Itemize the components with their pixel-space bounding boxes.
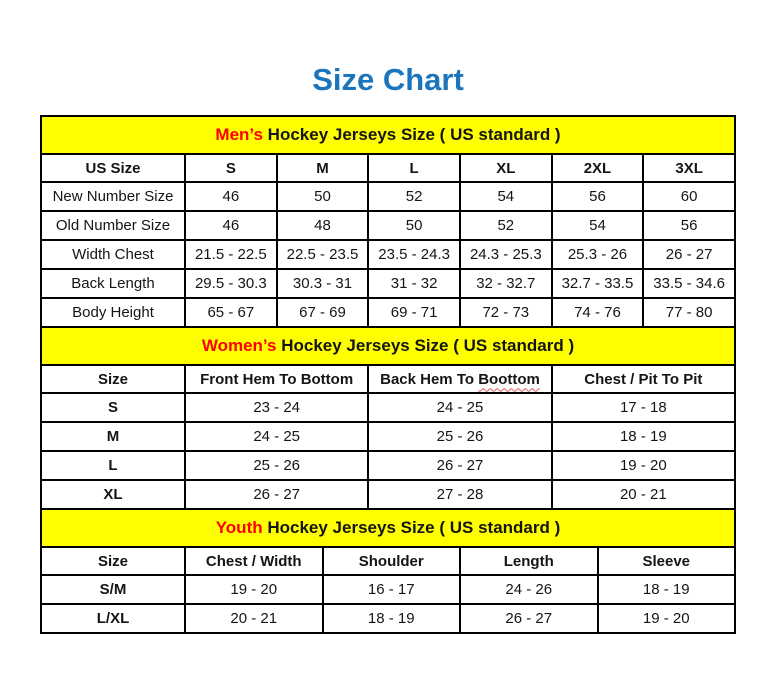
mens-row-label: Back Length xyxy=(41,269,185,298)
mens-size-value: 54 xyxy=(460,182,552,211)
mens-row-label: Width Chest xyxy=(41,240,185,269)
mens-table-row xyxy=(41,211,735,240)
youth-band-row xyxy=(41,509,735,547)
womens-col-header: Size xyxy=(41,365,185,393)
mens-size-value: 56 xyxy=(643,211,735,240)
youth-size-value: 18 - 19 xyxy=(598,575,736,604)
womens-section-band xyxy=(41,327,735,365)
mens-row-label: Old Number Size xyxy=(41,211,185,240)
mens-size-value: 21.5 - 22.5 xyxy=(185,240,277,269)
womens-col-header: Chest / Pit To Pit xyxy=(552,365,735,393)
womens-size-value: 26 - 27 xyxy=(368,451,551,480)
mens-size-value: 46 xyxy=(185,211,277,240)
size-chart-tables xyxy=(40,115,736,634)
mens-size-value: 23.5 - 24.3 xyxy=(368,240,460,269)
mens-table-row xyxy=(41,298,735,327)
womens-size-value: 24 - 25 xyxy=(185,422,368,451)
mens-band-highlight: Men’s xyxy=(215,125,263,144)
mens-col-header: 2XL xyxy=(552,154,644,182)
womens-size-value: 26 - 27 xyxy=(185,480,368,509)
mens-size-value: 31 - 32 xyxy=(368,269,460,298)
mens-row-label: New Number Size xyxy=(41,182,185,211)
youth-band-highlight: Youth xyxy=(215,518,263,537)
mens-col-header: XL xyxy=(460,154,552,182)
mens-col-header: M xyxy=(277,154,369,182)
youth-size-value: 26 - 27 xyxy=(460,604,598,633)
womens-row-label: XL xyxy=(41,480,185,509)
womens-table-row xyxy=(41,480,735,509)
youth-header-row xyxy=(41,547,735,575)
mens-col-header: 3XL xyxy=(643,154,735,182)
mens-size-value: 77 - 80 xyxy=(643,298,735,327)
mens-table-row xyxy=(41,269,735,298)
youth-size-value: 24 - 26 xyxy=(460,575,598,604)
mens-size-value: 54 xyxy=(552,211,644,240)
youth-size-value: 19 - 20 xyxy=(185,575,323,604)
mens-size-value: 29.5 - 30.3 xyxy=(185,269,277,298)
womens-table-row xyxy=(41,422,735,451)
mens-size-value: 56 xyxy=(552,182,644,211)
womens-band-row xyxy=(41,327,735,365)
youth-table-row xyxy=(41,604,735,633)
youth-size-value: 18 - 19 xyxy=(323,604,461,633)
mens-size-value: 72 - 73 xyxy=(460,298,552,327)
misspelled-word: Boottom xyxy=(478,370,540,388)
womens-row-label: M xyxy=(41,422,185,451)
mens-section-band xyxy=(41,116,735,154)
mens-size-value: 74 - 76 xyxy=(552,298,644,327)
mens-header-row xyxy=(41,154,735,182)
womens-header-row xyxy=(41,365,735,393)
youth-band-text: Hockey Jerseys Size ( US standard ) xyxy=(262,518,561,537)
mens-size-value: 30.3 - 31 xyxy=(277,269,369,298)
womens-col-header: Front Hem To Bottom xyxy=(185,365,368,393)
mens-row-label: Body Height xyxy=(41,298,185,327)
mens-size-value: 32.7 - 33.5 xyxy=(552,269,644,298)
womens-size-value: 25 - 26 xyxy=(368,422,551,451)
youth-size-value: 20 - 21 xyxy=(185,604,323,633)
youth-row-label: L/XL xyxy=(41,604,185,633)
mens-size-value: 50 xyxy=(368,211,460,240)
womens-table-row xyxy=(41,393,735,422)
womens-col-header xyxy=(368,365,551,393)
womens-band-text: Hockey Jerseys Size ( US standard ) xyxy=(276,336,575,355)
mens-size-value: 48 xyxy=(277,211,369,240)
youth-size-value: 16 - 17 xyxy=(323,575,461,604)
youth-col-header: Length xyxy=(460,547,598,575)
womens-size-value: 18 - 19 xyxy=(552,422,735,451)
youth-size-table xyxy=(40,508,736,634)
womens-row-label: L xyxy=(41,451,185,480)
mens-table-row xyxy=(41,240,735,269)
mens-size-value: 26 - 27 xyxy=(643,240,735,269)
youth-table-row xyxy=(41,575,735,604)
womens-row-label: S xyxy=(41,393,185,422)
mens-size-value: 46 xyxy=(185,182,277,211)
mens-size-value: 33.5 - 34.6 xyxy=(643,269,735,298)
womens-size-value: 25 - 26 xyxy=(185,451,368,480)
womens-size-table xyxy=(40,326,736,510)
mens-size-value: 24.3 - 25.3 xyxy=(460,240,552,269)
womens-size-value: 27 - 28 xyxy=(368,480,551,509)
mens-size-value: 25.3 - 26 xyxy=(552,240,644,269)
mens-table-row xyxy=(41,182,735,211)
womens-size-value: 23 - 24 xyxy=(185,393,368,422)
mens-band-text: Hockey Jerseys Size ( US standard ) xyxy=(262,125,561,144)
mens-col-header: L xyxy=(368,154,460,182)
mens-size-value: 52 xyxy=(368,182,460,211)
youth-row-label: S/M xyxy=(41,575,185,604)
womens-table-row xyxy=(41,451,735,480)
mens-size-table xyxy=(40,115,736,328)
youth-col-header: Shoulder xyxy=(323,547,461,575)
womens-size-value: 19 - 20 xyxy=(552,451,735,480)
mens-size-value: 50 xyxy=(277,182,369,211)
youth-col-header: Sleeve xyxy=(598,547,736,575)
youth-section-band xyxy=(41,509,735,547)
womens-size-value: 17 - 18 xyxy=(552,393,735,422)
mens-size-value: 32 - 32.7 xyxy=(460,269,552,298)
mens-col-header: S xyxy=(185,154,277,182)
womens-col-header-text: Back Hem To xyxy=(380,370,479,388)
mens-band-row xyxy=(41,116,735,154)
mens-size-value: 52 xyxy=(460,211,552,240)
youth-col-header: Size xyxy=(41,547,185,575)
youth-col-header: Chest / Width xyxy=(185,547,323,575)
womens-size-value: 24 - 25 xyxy=(368,393,551,422)
mens-size-value: 60 xyxy=(643,182,735,211)
mens-size-value: 65 - 67 xyxy=(185,298,277,327)
page-title: Size Chart xyxy=(312,62,464,97)
womens-size-value: 20 - 21 xyxy=(552,480,735,509)
mens-size-value: 22.5 - 23.5 xyxy=(277,240,369,269)
mens-size-value: 67 - 69 xyxy=(277,298,369,327)
youth-size-value: 19 - 20 xyxy=(598,604,736,633)
mens-col-header: US Size xyxy=(41,154,185,182)
womens-band-highlight: Women’s xyxy=(201,336,277,355)
mens-size-value: 69 - 71 xyxy=(368,298,460,327)
